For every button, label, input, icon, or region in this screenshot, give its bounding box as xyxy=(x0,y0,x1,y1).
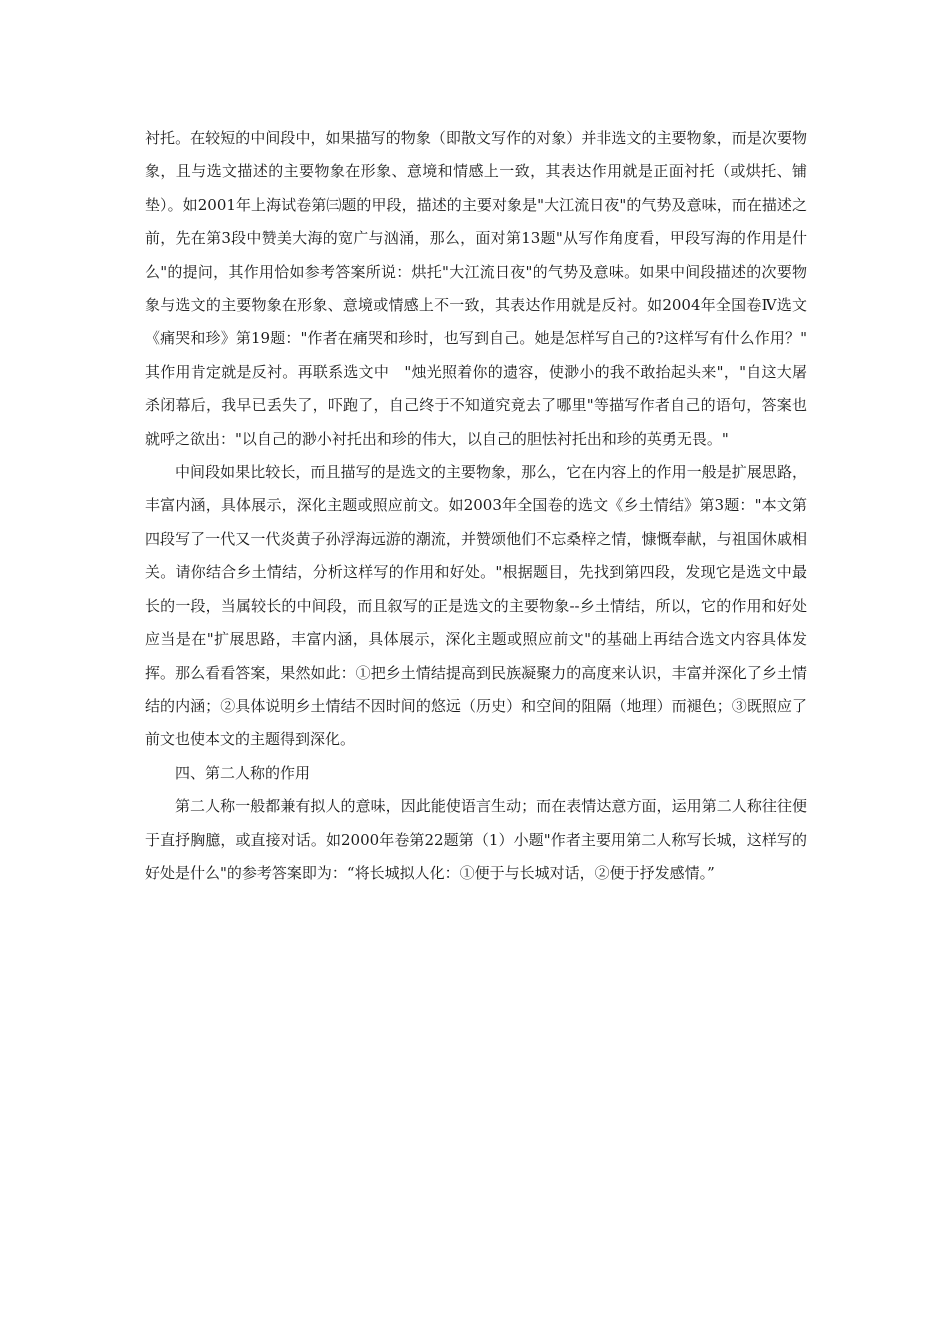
paragraph-long-middle-section: 中间段如果比较长，而且描写的是选文的主要物象，那么，它在内容上的作用一般是扩展思路，丰富内涵，具体展示，深化主题或照应前文。如2003年全国卷的选文《乡土情结》第3题："本文第四段写了一代又一代炎黄子孙浮海远游的潮流，并赞颂他们不忘桑梓之情，慷慨奉献，与祖国休戚相关。请你结合乡土情结，分析这样写的作用和好处。"根据题目，先找到第四段，发现它是选文中最长的一段，当属较长的中间段，而且叙写的正是选文的主要物象--乡土情结，所以，它的作用和好处应当是在"扩展思路，丰富内涵，具体展示，深化主题或照应前文"的基础上再结合选文内容具体发挥。那么看看答案，果然如此：①把乡土情结提高到民族凝聚力的高度来认识，丰富并深化了乡土情结的内涵；②具体说明乡土情结不因时间的悠远（历史）和空间的阻隔（地理）而褪色；③既照应了前文也使本文的主题得到深化。 xyxy=(145,463,807,749)
section-heading-second-person: 四、第二人称的作用 xyxy=(175,763,311,782)
paragraph-second-person: 第二人称一般都兼有拟人的意味，因此能使语言生动；而在表情达意方面，运用第二人称往往便于直抒胸臆，或直接对话。如2000年卷第22题第（1）小题"作者主要用第二人称写长城，这样写的好处是什么"的参考答案即为：“将长城拟人化：①便于与长城对话，②便于抒发感情。” xyxy=(145,797,807,882)
document-body xyxy=(145,122,823,890)
paragraph-contrast: 衬托。在较短的中间段中，如果描写的物象（即散文写作的对象）并非选文的主要物象，而是次要物象，且与选文描述的主要物象在形象、意境和情感上一致，其表达作用就是正面衬托（或烘托、铺垫）。如2001年上海试卷第㈢题的甲段，描述的主要对象是"大江流日夜"的气势及意味，而在描述之前，先在第3段中赞美大海的宽广与汹涌，那么，面对第13题"从写作角度看，甲段写海的作用是什么"的提问，其作用恰如参考答案所说：烘托"大江流日夜"的气势及意味。如果中间段描述的次要物象与选文的主要物象在形象、意境或情感上不一致，其表达作用就是反衬。如2004年全国卷Ⅳ选文《痛哭和珍》第19题："作者在痛哭和珍时，也写到自己。她是怎样写自己的?这样写有什么作用？" 其作用肯定就是反衬。再联系选文中 "烛光照着你的遗容，使渺小的我不敢抬起头来"，"自这大屠杀闭幕后，我早已丢失了，吓跑了，自己终于不知道究竟去了哪里"等描写作者自己的语句，答案也就呼之欲出："以自己的渺小衬托出和珍的伟大，以自己的胆怯衬托出和珍的英勇无畏。" xyxy=(145,129,823,448)
